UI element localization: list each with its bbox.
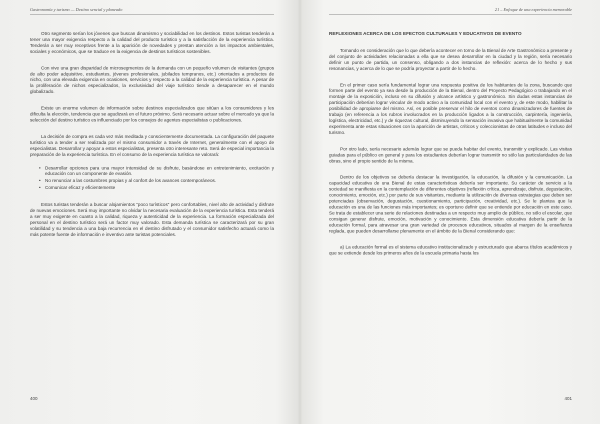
paragraph: Estos turistas tenderán a buscar alojamientos “poco turísticos” pero confortables, nivel alto de actividad y disfrute de nuevas emociones. Será muy importante no olvidar la necesaria evaluación de la experiencia turística. Esta tenderá a ser muy exigente en cuanto a la calidad, riqueza y autenticidad de la experiencia. La formación especializada del personal en el destino turístico será un factor muy valorado. Esta demanda turística se caracterizará por su gran volatilidad y su tendencia a una baja recurrencia en el destino disfrutado y el consumidor satisfecho actuará como la más potente fuente de información e inventivo ante turistas potenciales. (30, 202, 274, 237)
paragraph: La decisión de compra es cada vez más meditada y conscientemente documentada. La configuración del paquete turístico va a tender a ser realizada por el mismo consumidor a través de Internet, generalmente con el apoyo de especialistas. Desarrollar y apoyar a estos especialistas, presenta otro interesante reto. Será de especial importancia la preparación de la experiencia turística. En el consumo de la experiencia turística se valorará: (30, 133, 274, 157)
bullet-item: • Comunicar eficaz y eficientemente (45, 185, 274, 191)
left-body-text (30, 31, 274, 248)
page-number-right: 401 (564, 396, 572, 401)
bullet-list (30, 165, 274, 191)
right-running-head: 21 – Enfoque de una experiencia memorable (329, 7, 572, 15)
paragraph: Otro segmento serían los jóvenes que buscan dinamismo y sociabilidad en los destinos. Estos turistas tenderán a tener una mayor exigencia respecto a la calidad del producto turístico y a la satisfacción de la experiencia turística. Tenderán a ser muy receptivos frente a la aparición de novedades y prestan atención a los impactos ambientales, sociales y económicos, que se traduce en la exigencia de destinos turísticos sostenibles. (30, 31, 274, 54)
page-number-left: 400 (30, 396, 38, 401)
section-heading: REFLEXIONES ACERCA DE LOS EFECTOS CULTURALES Y EDUCATIVOS DE EVENTO (329, 31, 522, 36)
bullet-item: • Desarrollar opciones para una mayor intensidad de su disfrute, basándose en entretenimiento, excitación y educación con un componente de evasión. (45, 165, 274, 177)
bullet-item: • No renunciar a las costumbres propias y al confort de los avances contemporáneos. (45, 178, 274, 184)
paragraph: Dentro de los objetivos se debería destacar la investigación, la educación, la difusión y la comunicación. La capacidad educativa de una Bienal de estas características debería ser importante. Su carácter de servicio a la sociedad se manifiesta en la contemplación de diferentes objetivos (reflexión crítica, aprendizaje, disfrute, degustación, conocimiento, emoción, etc.) por parte de sus visitantes, mediante la utilización de diversas estrategias que deben ser potenciadas (observación, degustación, cuestionamiento, participación, creatividad, etc.). Se le plantea que la educación es una de las funciones más importantes; es oportuno definir que se entiende por educación en este caso. Se trata de establecer una serie de relaciones destinadas a un respecto muy amplio de público, no sólo el escolar, que consigan generar disfrute, emoción, motivación y conocimiento. Esta dimensión educativa debería partir de la educación formal, para atravesar una gran variedad de procesos educativos, situados al margen de la enseñanza reglada, que pueden desarrollarse plenamente en el ámbito de la Bienal considerando que: (329, 174, 572, 234)
right-body-text (329, 31, 572, 267)
paragraph: Existe un enorme volumen de información sobre destinos especializados que sitúan a los consumidores y les dificulta la elección, tendencia que se agudizará en el futuro próximo. Será necesario actuar sobre el mercado ya que la selección del destino turístico es influenciado por los consejos de agentes especialistas o publicaciones. (30, 105, 274, 123)
left-page (30, 0, 274, 424)
right-page (329, 0, 572, 424)
paragraph: En el primer caso sería fundamental lograr una respuesta positiva de los habitantes de la zona, buscando que formen parte del evento ya sea desde la producción de la Bienal, dentro del Proyecto Pedagógico o trabajando en el montaje de la exposición, incluso en su difusión y alcance artístico y gastronómico. Sin dudas estas instancias de participación deberían lograr vincular de modo activo a la comunidad local con el evento y, de este modo, habilitar la posibilidad de apropiarse del mismo. Así, es posible preservar el hilo de eventos como dinamizadores de fuentes de trabajo (en referencia a los rubros involucrados en la producción ligados a la construcción, carpintería, ingeniería, logística, electricidad, etc.) y de riquezas cultural, disminuyendo la sensación invasiva que habitualmente la comunidad experimenta ante estas situaciones con la aparición de artistas, críticos y coleccionistas de otras latitudes e incluso del turismo. (329, 82, 572, 135)
left-running-head: Gastronomía y turismo — Destino sencial y planeado (30, 7, 274, 15)
paragraph: Con vive una gran disparidad de microsegmentos de la demanda con un pequeño volumen de visitantes (grupos de alto poder adquisitivo, estudiantes, jóvenes profesionales, jubilados tempranos, etc.) orientados a productos de nicho, con una elevada exigencia en ocasiones, servicios y respecto a la calidad de la experiencia turística. A pesar de la proliferación de nichos especializados, la exclusividad del viaje turístico tiende a desaparecer en el mundo globalizado. (30, 65, 274, 95)
paragraph: Tomando en consideración que lo que debería acontecer en torno de la Bienal de Arte Gastronómico a presente y del conjunto de actividades relacionadas a ella que se desea desarrollar en la ciudad y la región, sería necesario definir un punto de partida, un consenso, obligando a dos instancias de reflexión: acerca de lo hecho y sus resonancias, y acerca de lo que se podría proyectar a partir de lo hecho. (329, 47, 572, 71)
paragraph: Por otro lado, sería necesario además lograr que se pueda habitar del evento, transmitir y explicado. Las visitas guiadas para el público en general y para los estudiantes deberían lograr transmitir no sólo las particularidades de las obras, sino el propio sentido de la misma. (329, 146, 572, 164)
paragraph: a) La educación formal es el sistema educativo institucionalizado y estructurado que abarca títulos académicos y que se extiende desde los primeros años de la escuela primaria hasta los (329, 244, 572, 256)
